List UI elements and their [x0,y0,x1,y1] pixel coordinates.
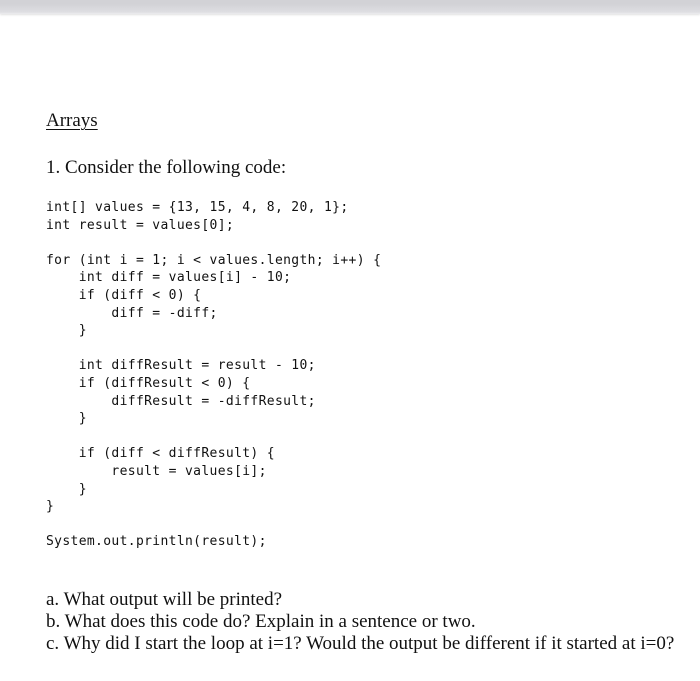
code-blank-line [46,428,696,446]
question-prompt: 1. Consider the following code: [46,157,287,178]
code-blank-line [46,516,696,534]
code-line: System.out.println(result); [46,534,267,550]
code-line: if (diff < 0) { [46,287,202,303]
code-line: } [46,411,87,427]
code-line: if (diff < diffResult) { [46,446,275,462]
code-line: int diff = values[i] - 10; [46,270,292,286]
code-line: } [46,323,87,339]
code-line: if (diffResult < 0) { [46,375,251,391]
code-line: int diffResult = result - 10; [46,358,316,374]
code-line: } [46,481,87,497]
code-blank-line [46,234,696,252]
code-line: diffResult = -diffResult; [46,393,316,409]
sub-question-c: c. Why did I start the loop at i=1? Would the output be different if it started at i=0? [46,632,675,654]
sub-question-b: b. What does this code do? Explain in a sentence or two. [46,610,476,632]
code-line: diff = -diff; [46,305,218,321]
sub-question-a: a. What output will be printed? [46,588,283,610]
code-line: for (int i = 1; i < values.length; i++) { [46,252,382,268]
code-line: result = values[i]; [46,463,267,479]
top-window-bar [0,0,700,14]
code-blank-line [46,340,696,358]
sub-questions [46,589,696,655]
code-block [46,199,696,551]
document-page [46,106,696,655]
code-line: int[] values = {13, 15, 4, 8, 20, 1}; [46,200,349,215]
code-line: } [46,499,55,515]
section-heading: Arrays [46,110,98,131]
code-line: int result = values[0]; [46,217,235,233]
